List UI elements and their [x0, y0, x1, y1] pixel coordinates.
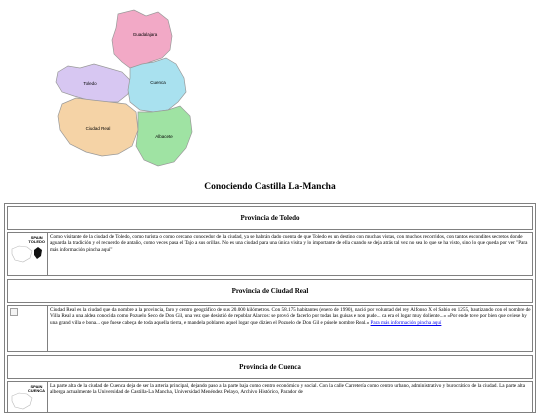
- section-row-cuenca: [7, 381, 533, 413]
- spain-map-icon: [11, 392, 33, 410]
- map-label-albacete: Albacete: [155, 134, 173, 139]
- provinces-table: [4, 203, 536, 413]
- spain-map-icon: [11, 245, 33, 263]
- toledo-thumbnail[interactable]: [8, 233, 48, 275]
- map-label-guadalajara: Guadalajara: [132, 32, 158, 37]
- section-paragraph: Ciudad Real es la ciudad que da nombre a la provincia, faro y centro geográfico de sus 20.000 kilómetros. Con 58.175 habitantes (enero de 1990), nació por voluntad del rey Alfonso X el Sabio en 1255, bautizando con el nombre de Villa Real a una aldea conocida como Pozuelo Seco de Don Gil, una vez que desistió de repoblar Alarcos: se provó de facerlo por todas las guisas e non pude... ca era el logar muy doliente...» «Por ende tove por bien que oviese hy una grand villa e bona... que fuese cabeça de toda aquella tierra, e mandela poblaren aquel logar que dizien el Pozuelo de Don Gil e púsele nombre Real.»: [50, 307, 531, 326]
- section-title: Provincia de Cuenca: [239, 363, 301, 371]
- province-silhouette-icon: [33, 247, 43, 259]
- thumb-tag: SPAIN CUENCA: [27, 384, 45, 393]
- map-region-cuenca[interactable]: [128, 58, 186, 112]
- thumb-tag: SPAIN TOLEDO: [28, 235, 45, 244]
- map-label-cuenca: Cuenca: [150, 80, 166, 85]
- ciudad-real-thumbnail[interactable]: [8, 306, 48, 351]
- section-text: Como visitante de la ciudad de Toledo, como turista o como cercano conocedor de la ciudad, ya se habrán dado cuenta de que Toledo es un destino con muchas vistas, con muchos recorridos, con tantos escondites secretos donde aguarda la tradición y el recuerdo de antaño, como veces pasa el Tajo a sus orillas. No es una ciudad para una única visita y lo importante de ella cuando se deja atrás tal vez no sea lo que se ha visto, sino lo que queda por ver "Para más información pincha aquí": [50, 234, 528, 253]
- page-title: Conociendo Castilla La-Mancha: [204, 182, 336, 192]
- cuenca-thumbnail[interactable]: [8, 382, 48, 413]
- map-label-ciudad-real: Ciudad Real: [85, 126, 111, 131]
- section-text: La parte alta de la ciudad de Cuenca deja de ser la arteria principal, dejando paso a la parte baja como centro económico y social. Con la calle Carretería como centro urbano, administrativo y burocrático de la ciudad. La parte alta alberga actualmente la Universidad de Castilla-La Mancha, Universidad Menéndez Pelayo, Archivo Histórico, Parador de: [50, 383, 526, 396]
- more-info-link[interactable]: Para más información pincha aquí: [370, 319, 442, 326]
- section-header-ciudad-real: [7, 279, 533, 303]
- section-title: Provincia de Toledo: [240, 214, 300, 222]
- region-map: [50, 6, 200, 174]
- section-header-cuenca: [7, 355, 533, 379]
- broken-image-icon: [10, 308, 18, 316]
- section-text: [48, 306, 532, 351]
- map-label-toledo: Toledo: [83, 81, 97, 86]
- section-header-toledo: [7, 206, 533, 230]
- section-title: Provincia de Ciudad Real: [231, 287, 309, 295]
- section-row-toledo: [7, 232, 533, 276]
- section-row-ciudad-real: [7, 305, 533, 352]
